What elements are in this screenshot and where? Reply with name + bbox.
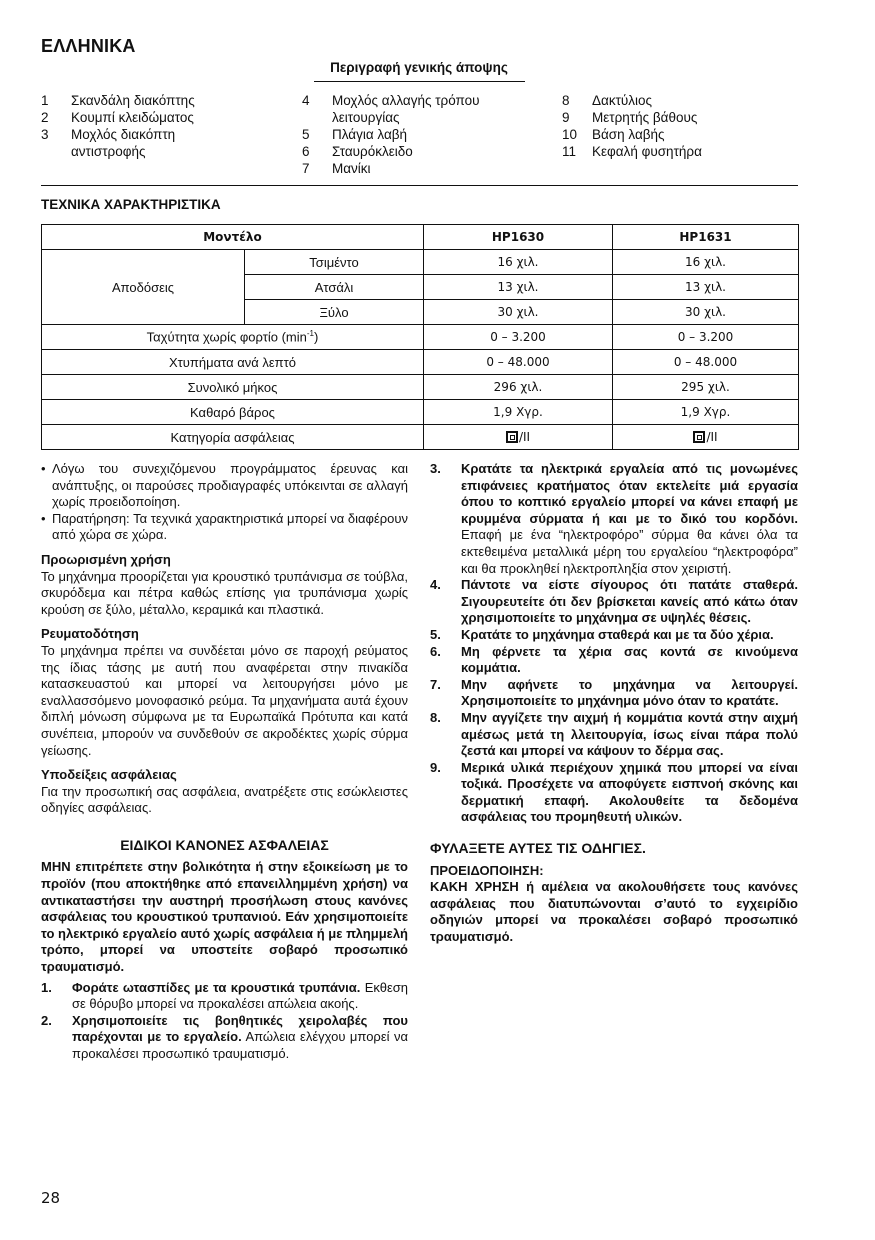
bullet-icon: • — [41, 510, 46, 526]
header-model-1: HP1630 — [424, 225, 613, 250]
table-row — [42, 325, 799, 350]
part-item — [302, 126, 542, 143]
cell-value: 0 – 48.000 — [424, 350, 613, 375]
bullet-icon: • — [41, 461, 46, 476]
capacity-material: Ατσάλι — [245, 275, 424, 300]
part-number: 9 — [562, 110, 570, 125]
rule-number: 1. — [41, 979, 52, 995]
specifications-heading: ΤΕΧΝΙΚΑ ΧΑΡΑΚΤΗΡΙΣΤΙΚΑ — [41, 197, 221, 212]
cell-value: 13 χιλ. — [424, 275, 613, 300]
rule-text: Απώλεια ελέγχου μπορεί να προκαλέσει προσωπικό τραυματισμό. — [72, 1029, 409, 1061]
safety-rule-item — [430, 710, 798, 760]
header-model-2: HP1631 — [613, 225, 799, 250]
specifications-table — [41, 224, 799, 450]
note-text: Παρατήρηση: Τα τεχνικά χαρακτηριστικά μπορεί να διαφέρουν από χώρα σε χώρα. — [52, 510, 408, 543]
special-safety-rules-heading: ΕΙΔΙΚΟΙ ΚΑΝΟΝΕΣ ΑΣΦΑΛΕΙΑΣ — [120, 836, 329, 853]
safety-class-value: /II — [518, 430, 531, 444]
rule-number: 8. — [430, 709, 441, 725]
cell-value: 30 χιλ. — [424, 300, 613, 325]
part-item — [562, 109, 802, 126]
safety-rule-item — [430, 760, 798, 826]
section-divider — [41, 185, 798, 186]
part-number: 4 — [302, 93, 310, 108]
capacities-label: Αποδόσεις — [42, 250, 245, 325]
warning-text: ΚΑΚΗ ΧΡΗΣΗ ή αμέλεια να ακολουθήσετε τους κανόνες ασφάλειας που διατυπώνονται σ’αυτό το εγχειρίδιο οδηγιών μπορεί να προκαλέσει σοβαρό προσωπικό τραυματισμό. — [430, 879, 798, 945]
rule-text: Επαφή με ένα “ηλεκτροφόρο” σύρμα θα κάνει όλα τα εκτεθειμένα μεταλλικά μέρη του εργαλείου “ηλεκτροφόρα” και θα προκληθεί ηλεκτροπληξία στον χειριστή. — [461, 527, 798, 576]
safety-rule-item — [41, 980, 408, 1013]
row-label: Καθαρό βάρος — [42, 400, 424, 425]
intended-use-heading: Προωρισμένη χρήση — [41, 551, 171, 567]
speed-label-end: ) — [313, 329, 319, 345]
language-heading: ΕΛΛΗΝΙΚΑ — [41, 36, 136, 56]
part-item — [41, 126, 271, 160]
part-number: 11 — [562, 144, 577, 159]
part-item — [302, 160, 542, 177]
part-label: Μετρητής βάθους — [592, 110, 698, 125]
parts-list-column-2 — [302, 92, 542, 177]
double-insulation-icon — [693, 431, 705, 443]
capacity-material: Ξύλο — [245, 300, 424, 325]
cell-value — [424, 425, 613, 450]
safety-tips-heading: Υποδείξεις ασφάλειας — [41, 767, 177, 783]
table-row — [42, 400, 799, 425]
rule-number: 5. — [430, 626, 441, 642]
parts-list-column-3 — [562, 92, 802, 160]
speed-label: Ταχύτητα χωρίς φορτίο (min — [146, 329, 307, 345]
cell-value: 13 χιλ. — [613, 275, 799, 300]
part-number: 10 — [562, 127, 578, 142]
cell-value: 16 χιλ. — [424, 250, 613, 275]
part-label: Σκανδάλη διακόπτης — [71, 93, 195, 108]
cell-value: 30 χιλ. — [613, 300, 799, 325]
part-label: Βάση λαβής — [592, 127, 665, 142]
part-item — [302, 92, 542, 126]
parts-list-column-1 — [41, 92, 271, 160]
cell-value: 1,9 Χγρ. — [613, 400, 799, 425]
part-label: Κουμπί κλειδώματος — [71, 110, 194, 125]
rule-bold-text: Κρατάτε τα ηλεκτρικά εργαλεία από τις μονωμένες επιφάνειες κρατήματος όταν εκτελείτε μιά εργασία όπου το κοπτικό εργαλείο μπορεί να κάνει επαφή με κρυμμένα σύρματα ή και με το δικό του κορδόνι. — [461, 461, 798, 526]
part-label: Μανίκι — [332, 161, 371, 176]
part-item — [562, 92, 802, 109]
warning-heading: ΠΡΟΕΙΔΟΠΟΙΗΣΗ: — [430, 862, 544, 878]
part-number: 2 — [41, 110, 49, 125]
cell-value: 295 χιλ. — [613, 375, 799, 400]
safety-class-value: /II — [706, 430, 718, 444]
safety-rule-item — [430, 461, 798, 577]
table-row — [42, 350, 799, 375]
part-label: Πλάγια λαβή — [332, 127, 408, 142]
speed-unit-exponent: -1 — [306, 329, 314, 339]
save-instructions-heading: ΦΥΛΑΞΕΤΕ ΑΥΤΕΣ ΤΙΣ ΟΔΗΓΙΕΣ. — [430, 840, 646, 857]
rule-bold-text: Μην αφήνετε το μηχάνημα να λειτουργεί. Χρησιμοποιείτε το μηχάνημα μόνο όταν το κρατάτε. — [461, 676, 798, 709]
cell-value: 0 – 3.200 — [424, 325, 613, 350]
table-header-row — [42, 225, 799, 250]
right-column — [430, 461, 798, 946]
note-bullet — [41, 511, 408, 544]
header-model: Μοντέλο — [42, 225, 424, 250]
cell-value: 0 – 3.200 — [613, 325, 799, 350]
safety-rule-item — [41, 1013, 408, 1063]
part-item — [562, 126, 802, 143]
part-item — [41, 92, 271, 109]
part-number: 3 — [41, 127, 49, 142]
safety-rule-item — [430, 677, 798, 710]
row-label: Χτυπήματα ανά λεπτό — [42, 350, 424, 375]
part-number: 8 — [562, 93, 570, 108]
part-label: Κεφαλή φυσητήρα — [592, 144, 702, 159]
part-number: 6 — [302, 144, 310, 159]
rule-number: 3. — [430, 461, 441, 476]
note-text: Λόγω του συνεχιζόμενου προγράμματος έρευνας και ανάπτυξης, οι παρούσες προδιαγραφές υπόκεινται σε αλλαγή χωρίς προειδοποίηση. — [52, 461, 408, 510]
overview-underline — [314, 81, 525, 82]
overview-title: Περιγραφή γενικής άποψης — [330, 60, 508, 75]
part-label: Μοχλός αλλαγής τρόπου λειτουργίας — [332, 93, 480, 125]
double-insulation-icon — [506, 431, 518, 443]
safety-tips-text: Για την προσωπική σας ασφάλεια, ανατρέξετε στις εσώκλειστες οδηγίες ασφάλειας. — [41, 783, 408, 816]
rule-number: 9. — [430, 759, 441, 775]
table-row — [42, 425, 799, 450]
left-column — [41, 461, 408, 1063]
part-label: Δακτύλιος — [592, 93, 653, 108]
part-number: 5 — [302, 127, 310, 142]
rule-number: 6. — [430, 643, 441, 659]
rule-bold-text: Χρησιμοποιείτε τις βοηθητικές χειρολαβές που παρέχονται με το εργαλείο. — [72, 1012, 408, 1045]
part-number: 7 — [302, 161, 310, 176]
rule-bold-text: Πάντοτε να είστε σίγουρος ότι πατάτε σταθερά. Σιγουρευτείτε ότι δεν βρίσκεται κανείς από κάτω όταν χρησιμοποιείτε το μηχάνημα σε υψηλές θέσεις. — [461, 577, 798, 626]
page-number: 28 — [41, 1189, 61, 1207]
cell-value: 296 χιλ. — [424, 375, 613, 400]
part-item — [562, 143, 802, 160]
row-label — [42, 325, 424, 350]
rule-bold-text: Φοράτε ωτασπίδες με τα κρουστικά τρυπάνια. — [72, 979, 361, 995]
part-item — [302, 143, 542, 160]
power-supply-heading: Ρευματοδότηση — [41, 626, 139, 642]
note-bullet — [41, 461, 408, 511]
intended-use-text: Το μηχάνημα προορίζεται για κρουστικό τρυπάνισμα σε τούβλα, σκυρόδεμα και πέτρα καθώς επίσης για τρυπάνισμα χωρίς κρούση σε ξύλο, μέταλλο, κεραμικά και πλαστικά. — [41, 568, 408, 617]
cell-value: 1,9 Χγρ. — [424, 400, 613, 425]
table-row — [42, 375, 799, 400]
safety-rule-item — [430, 577, 798, 627]
rule-number: 2. — [41, 1012, 52, 1028]
cell-value — [613, 425, 799, 450]
rule-text: Εκθεση σε θόρυβο μπορεί να προκαλέσει απώλεια ακοής. — [72, 979, 408, 1012]
rule-bold-text: Μη φέρνετε τα χέρια σας κοντά σε κινούμενα κομμάτια. — [461, 643, 798, 676]
part-label: Μοχλός διακόπτη αντιστροφής — [71, 127, 176, 159]
capacity-material: Τσιμέντο — [245, 250, 424, 275]
row-label: Συνολικό μήκος — [42, 375, 424, 400]
part-item — [41, 109, 271, 126]
safety-rule-item — [430, 627, 798, 644]
safety-rule-item — [430, 644, 798, 677]
rule-number: 7. — [430, 676, 441, 692]
rule-bold-text: Κρατάτε το μηχάνημα σταθερά και με τα δύο χέρια. — [461, 626, 774, 642]
row-label: Κατηγορία ασφάλειας — [42, 425, 424, 450]
part-number: 1 — [41, 93, 49, 108]
special-safety-rules-intro: ΜΗΝ επιτρέπετε στην βολικότητα ή στην εξοικείωση με το προϊόν (που αποκτήθηκε από επανειλλημμένη χρήση) να αντικαταστήσει την αυστηρή προσήλωση στους κανόνες ασφάλειας του κρουστικού τρυπανιού. Εάν χρησιμοποιείτε το ηλεκτρικό εργαλείο αυτό χωρίς ασφάλεια ή με πλημμελή τρόπο, μπορεί να υποστείτε σοβαρό προσωπικό τραυματισμό. — [41, 859, 408, 975]
power-supply-text: Το μηχάνημα πρέπει να συνδέεται μόνο σε παροχή ρεύματος της ίδιας τάσης με αυτή που αναφέρεται στην πινακίδα κατασκευαστού και μπορεί να λειτουργήσει μόνο με εναλλασσόμενο μονοφασικό ρεύμα. Τα μηχανήματα αυτά έχουν διπλή μόνωση σύμφωνα με τα Ευρωπαϊκά Πρότυπα και κατά συνέπεια, μπορούν να συνδεθούν σε ακροδέκτες χωρίς σύρμα γείωσης. — [41, 642, 408, 758]
cell-value: 16 χιλ. — [613, 250, 799, 275]
rule-bold-text: Μην αγγίζετε την αιχμή ή κομμάτια κοντά στην αιχμή αμέσως μετά τη λλειτουργία, ίσως είναι πάρα πολύ ζεστά και μπορεί να κάψουν το δέρμα σας. — [461, 709, 798, 759]
rule-number: 4. — [430, 577, 441, 593]
cell-value: 0 – 48.000 — [613, 350, 799, 375]
table-row — [42, 250, 799, 275]
rule-bold-text: Μερικά υλικά περιέχουν χημικά που μπορεί να είναι τοξικά. Προσέχετε να αποφύγετε εισπνοή σκόνης και δερματική επαφή. Ακολουθείτε τα δεδομένα ασφάλειας του προμηθευτή υλικών. — [461, 759, 798, 825]
part-label: Σταυρόκλειδο — [332, 144, 413, 159]
